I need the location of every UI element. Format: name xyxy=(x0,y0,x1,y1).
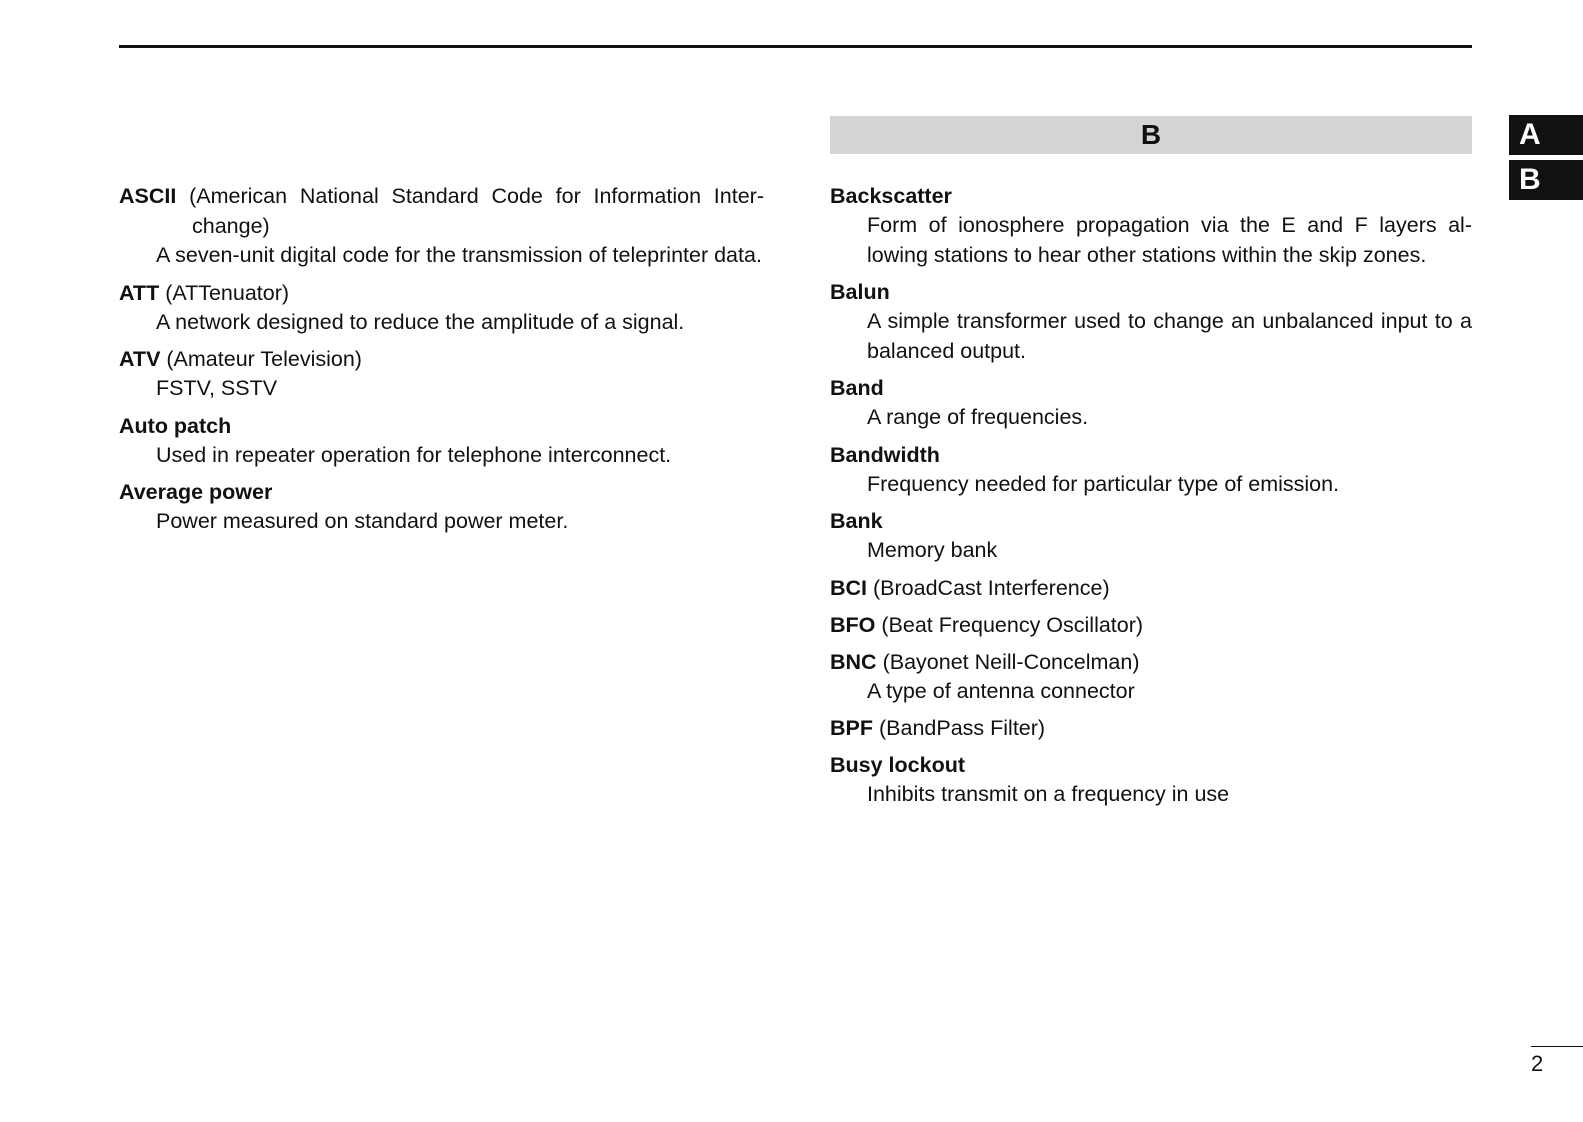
term: Average power xyxy=(119,480,273,504)
glossary-entry xyxy=(830,713,1472,743)
term: Auto patch xyxy=(119,413,232,438)
glossary-entry xyxy=(830,573,1472,603)
term: Bandwidth xyxy=(830,442,940,467)
glossary-entry xyxy=(830,277,1472,366)
glossary-entry xyxy=(119,477,764,537)
right-column xyxy=(830,181,1472,817)
page-number: 2 xyxy=(1531,1051,1544,1076)
definition: Memory bank xyxy=(867,538,998,562)
term: ATT xyxy=(119,280,160,305)
term-expansion: (American National Standard Code for Information Inter-change) xyxy=(189,184,764,238)
definition: Frequency needed for particular type of emission. xyxy=(867,471,1340,496)
term: BCI xyxy=(830,575,868,600)
term-line xyxy=(830,750,1472,780)
glossary-entry xyxy=(830,610,1472,640)
definition: Inhibits transmit on a frequency in use xyxy=(867,782,1230,806)
left-column xyxy=(119,181,764,544)
term-line xyxy=(830,610,1472,640)
term-line xyxy=(830,506,1472,536)
glossary-entry xyxy=(830,440,1472,500)
term-expansion: (BandPass Filter) xyxy=(878,716,1046,740)
term-expansion: (ATTenuator) xyxy=(165,280,290,305)
definition: Power measured on standard power meter. xyxy=(156,509,569,533)
term-expansion: (Bayonet Neill-Concelman) xyxy=(882,649,1140,674)
term-line xyxy=(830,647,1472,677)
term: ATV xyxy=(119,347,161,371)
definition: A network designed to reduce the amplitude of a signal. xyxy=(156,309,685,334)
term-line xyxy=(119,411,764,441)
definition: FSTV, SSTV xyxy=(156,376,278,400)
glossary-entry xyxy=(830,506,1472,566)
term-expansion: (BroadCast Interference) xyxy=(873,575,1110,600)
definition: A range of frequencies. xyxy=(867,405,1089,429)
term: BPF xyxy=(830,716,873,740)
term: BNC xyxy=(830,649,877,674)
term: Backscatter xyxy=(830,184,952,208)
term: Balun xyxy=(830,280,890,304)
glossary-entry xyxy=(119,181,764,271)
top-rule xyxy=(119,45,1472,48)
term: ASCII xyxy=(119,184,177,208)
term-line xyxy=(830,573,1472,603)
tab-b[interactable]: B xyxy=(1509,160,1583,200)
term-line xyxy=(830,181,1472,211)
glossary-entry xyxy=(830,373,1472,433)
term-line xyxy=(119,181,764,241)
term-line xyxy=(830,440,1472,470)
definition: A seven-unit digital code for the transmission of teleprinter data. xyxy=(156,243,762,267)
term: BFO xyxy=(830,612,876,637)
term: Busy lockout xyxy=(830,753,965,777)
definition: A type of antenna connector xyxy=(867,678,1135,703)
glossary-entry xyxy=(830,750,1472,810)
glossary-entry xyxy=(830,647,1472,707)
page-number-rule xyxy=(1531,1046,1583,1047)
term-line xyxy=(119,477,764,507)
term-line xyxy=(830,373,1472,403)
section-header-b: B xyxy=(830,116,1472,154)
definition: A simple transformer used to change an unbalanced input to a balanced output. xyxy=(867,309,1472,363)
definition: Used in repeater operation for telephone interconnect. xyxy=(156,442,672,467)
glossary-entry xyxy=(119,411,764,471)
definition: Form of ionosphere propagation via the E and F layers al-lowing stations to hear other stations within the skip zones. xyxy=(867,213,1472,267)
term-expansion: (Beat Frequency Oscillator) xyxy=(881,612,1144,637)
glossary-entry xyxy=(119,344,764,404)
term-line xyxy=(119,278,764,308)
glossary-entry xyxy=(830,181,1472,270)
term: Band xyxy=(830,376,884,400)
term-expansion: (Amateur Television) xyxy=(166,347,362,371)
term-line xyxy=(830,277,1472,307)
tab-a[interactable]: A xyxy=(1509,115,1583,155)
term: Bank xyxy=(830,509,883,533)
term-line xyxy=(119,344,764,374)
term-line xyxy=(830,713,1472,743)
glossary-entry xyxy=(119,278,764,338)
